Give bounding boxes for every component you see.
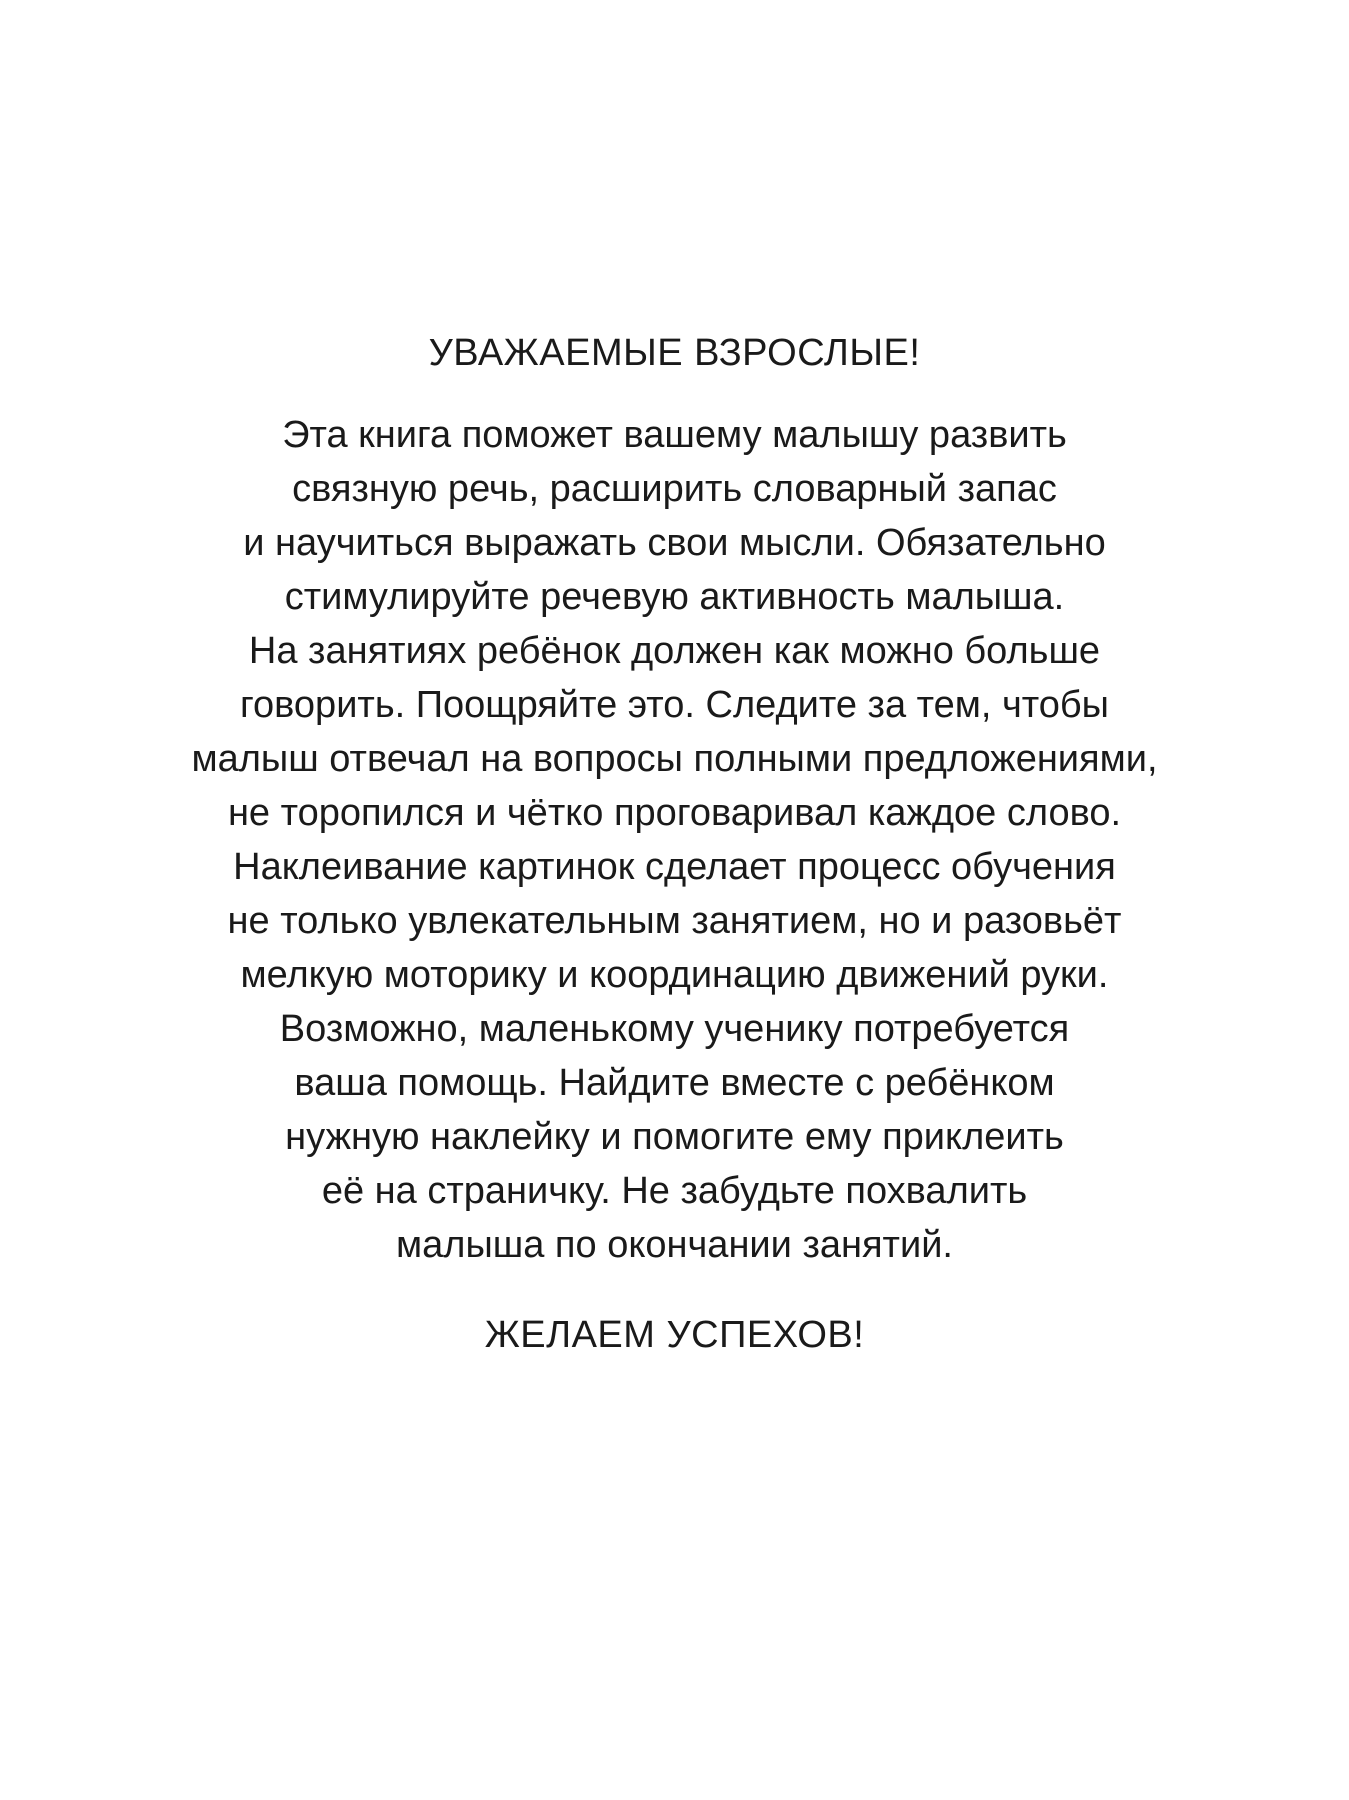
body-line: связную речь, расширить словарный запас: [292, 468, 1057, 510]
closing-heading: ЖЕЛАЕМ УСПЕХОВ!: [484, 1314, 865, 1356]
body-line: и научиться выражать свои мысли. Обязательно: [243, 522, 1106, 564]
body-line: говорить. Поощряйте это. Следите за тем, чтобы: [240, 684, 1109, 726]
body-line: Эта книга поможет вашему малышу развить: [282, 414, 1067, 456]
body-paragraph: [0, 408, 1349, 1272]
body-line: мелкую моторику и координацию движений руки.: [240, 954, 1109, 996]
page-heading: УВАЖАЕМЫЕ ВЗРОСЛЫЕ!: [428, 332, 921, 374]
body-line: стимулируйте речевую активность малыша.: [284, 576, 1065, 618]
body-line: её на страничку. Не забудьте похвалить: [321, 1170, 1028, 1212]
body-line: ваша помощь. Найдите вместе с ребёнком: [294, 1062, 1055, 1104]
body-line: малыш отвечал на вопросы полными предложениями,: [191, 738, 1158, 780]
body-line: нужную наклейку и помогите ему приклеить: [285, 1116, 1064, 1158]
page-content: [0, 326, 1349, 1394]
body-line: малыша по окончании занятий.: [396, 1224, 953, 1266]
body-line: Наклеивание картинок сделает процесс обучения: [233, 846, 1116, 888]
body-line: не только увлекательным занятием, но и разовьёт: [227, 900, 1122, 942]
body-line: не торопился и чётко проговаривал каждое слово.: [227, 792, 1122, 834]
body-line: Возможно, маленькому ученику потребуется: [279, 1008, 1070, 1050]
body-line: На занятиях ребёнок должен как можно больше: [248, 630, 1101, 672]
